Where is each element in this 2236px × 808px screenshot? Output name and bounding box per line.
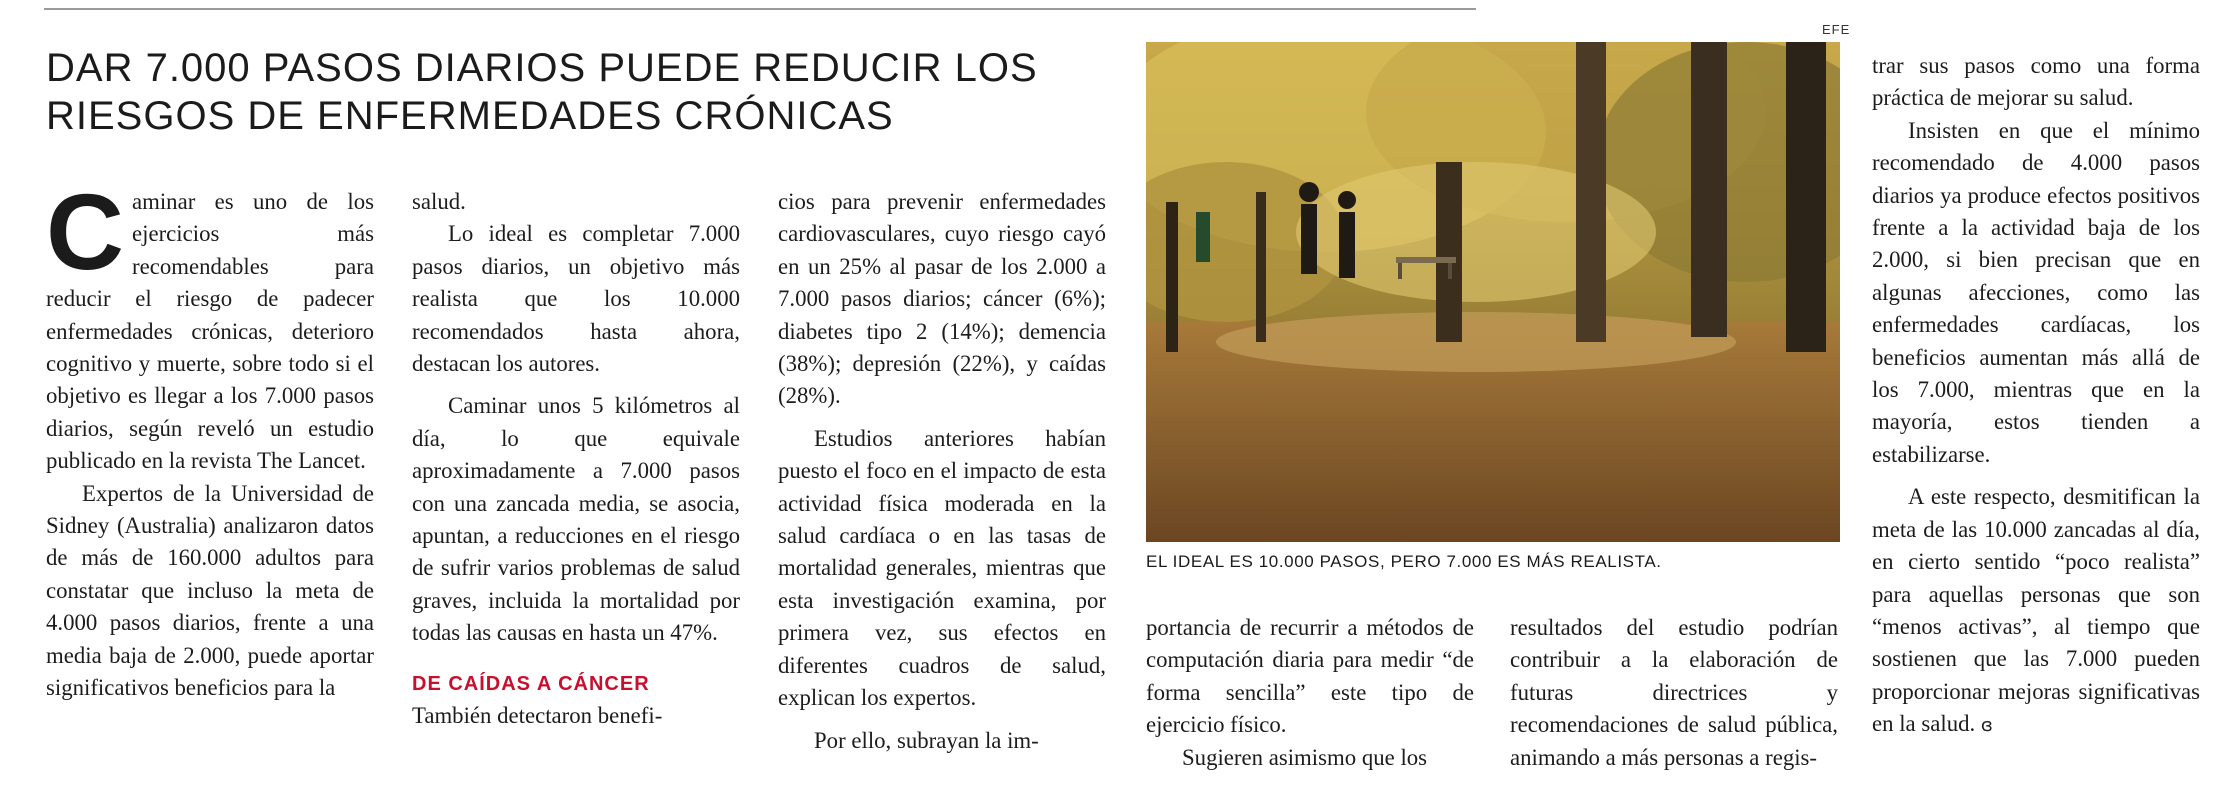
end-mark-icon: ɞ: [1980, 715, 1993, 737]
paragraph: Expertos de la Universidad de Sidney (Australia) analizaron datos de más de 160.000 adultos para constatar que incluso la meta de 4.000 pasos diarios, frente a una media baja de 2.000, puede aportar significativos beneficios para la: [46, 480, 374, 701]
column-2: [412, 186, 740, 806]
paragraph: resultados del estudio podrían contribuir a la elaboración de futuras directrices y recomendaciones de salud pública, animando a más personas a regis-: [1510, 615, 1838, 770]
paragraph: Estudios anteriores habían puesto el foco en el impacto de esta actividad física moderada en la salud cardíaca o en las tasas de mortalidad generales, mientras que esta investigación examina, por primera vez, sus efectos en diferentes cuadros de salud, explican los expertos.: [778, 425, 1106, 711]
park-photo: [1146, 42, 1840, 542]
headline-line-1: DAR 7.000 PASOS DIARIOS PUEDE REDUCIR LOS: [46, 46, 1038, 90]
paragraph: Sugieren asimismo que los: [1182, 744, 1428, 770]
drop-cap: C: [46, 186, 124, 292]
paragraph: salud.: [412, 189, 466, 214]
paragraph: Caminar unos 5 kilómetros al día, lo que equivale aproximadamente a 7.000 pasos con una zancada media, se asocia, apuntan, a reducciones en el riesgo de sufrir varios problemas de salud graves, incluida la mortalidad por todas las causas en hasta un 47%.: [412, 393, 740, 646]
headline: [46, 44, 1126, 140]
headline-line-2: RIESGOS DE ENFERMEDADES CRÓNICAS: [46, 94, 894, 138]
top-rule: [44, 8, 1476, 10]
paragraph: Lo ideal es completar 7.000 pasos diarios, un objetivo más realista que los 10.000 recomendados hasta ahora, destacan los autores.: [412, 221, 740, 377]
column-1: [46, 186, 374, 806]
paragraph: portancia de recurrir a métodos de computación diaria para medir “de forma sencilla” este tipo de ejercicio físico.: [1146, 615, 1474, 738]
paragraph: aminar es uno de los ejercicios más recomendables para reducir el riesgo de padecer enfermedades crónicas, deterioro cognitivo y muerte, sobre todo si el objetivo es llegar a los 7.000 pasos diarios, según reveló un estudio publicado en la revista The Lancet.: [46, 189, 374, 474]
paragraph: cios para prevenir enfermedades cardiovasculares, cuyo riesgo cayó en un 25% al pasar de los 2.000 a 7.000 pasos diarios; cáncer (6%); diabetes tipo 2 (14%); demencia (38%); depresión (22%), y caídas (28%).: [778, 189, 1106, 409]
column-3: [778, 186, 1106, 806]
paragraph: trar sus pasos como una forma práctica de mejorar su salud.: [1872, 53, 2200, 111]
column-6: [1872, 50, 2200, 790]
autumn-park-image: [1146, 42, 1840, 542]
paragraph: Por ello, subrayan la im-: [814, 727, 1039, 753]
paragraph: Insisten en que el mínimo recomendado de 4.000 pasos diarios ya produce efectos positivos frente a la actividad baja de los 2.000, si bien precisan que en algunas afecciones, como las enfermedades cardíacas, los beneficios aumentan más allá de los 7.000, mientras que en la mayoría, estos tienden a estabilizarse.: [1872, 117, 2200, 467]
subheading: DE CAÍDAS A CÁNCER: [412, 672, 650, 695]
photo-caption: EL IDEAL ES 10.000 PASOS, PERO 7.000 ES MÁS REALISTA.: [1146, 552, 1662, 571]
paragraph: A este respecto, desmitifican la meta de las 10.000 zancadas al día, en cierto sentido “poco realista” para aquellas personas que son “menos activas”, al tiempo que sostienen que las 7.000 pueden proporcionar mejoras significativas en la salud.: [1872, 484, 2200, 737]
column-5: [1510, 612, 1838, 782]
column-4: [1146, 612, 1474, 782]
photo-credit: EFE: [1822, 22, 1851, 37]
paragraph: También detectaron benefi-: [412, 702, 663, 728]
